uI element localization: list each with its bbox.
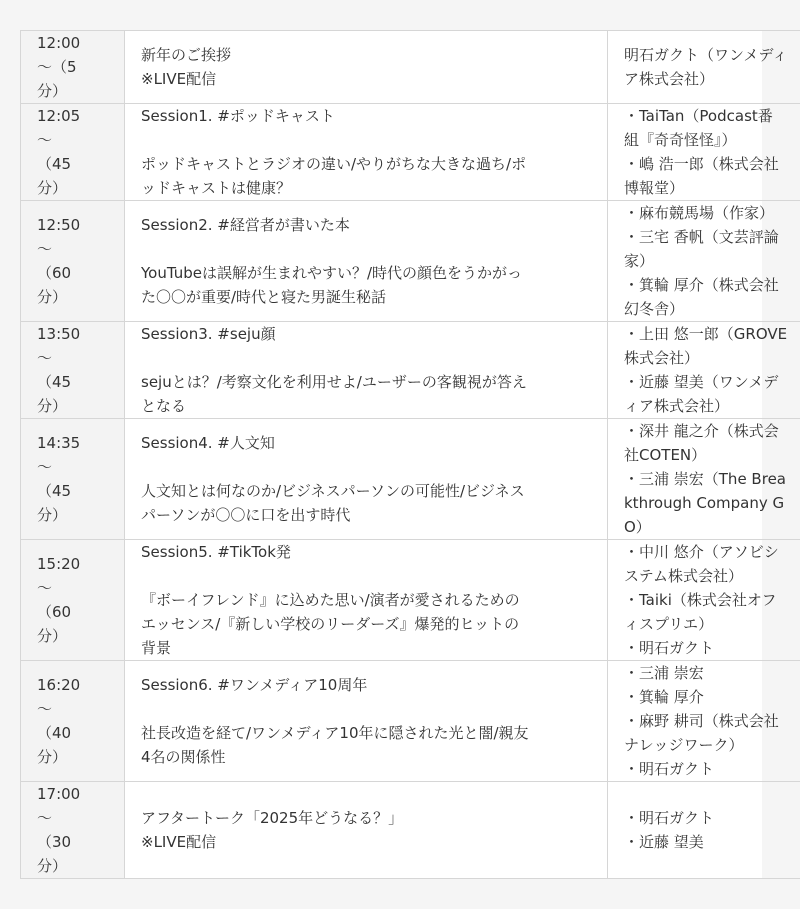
speakers-line: ・中川 悠介（アソビシ — [624, 543, 779, 561]
content-line: Session6. #ワンメディア10周年 — [141, 676, 368, 694]
speakers-line: ・Taiki（株式会社オフ — [624, 591, 777, 609]
content-line — [141, 564, 591, 588]
speakers-cell — [608, 104, 800, 201]
content-line: ※LIVE配信 — [141, 833, 217, 851]
content-line: 4名の関係性 — [141, 748, 226, 766]
speakers-line: 組『奇奇怪怪』） — [624, 131, 737, 149]
speakers-line: ・三宅 香帆（文芸評論 — [624, 228, 779, 246]
speakers-line: ・明石ガクト — [624, 639, 715, 657]
content-line: ポッドキャストとラジオの違い/やりがちな大きな過ち/ポ — [141, 155, 527, 173]
time-line: 12:05 — [37, 107, 81, 125]
time-line: （40 — [37, 724, 72, 742]
time-line: 分） — [37, 179, 68, 197]
time-cell — [21, 661, 125, 782]
time-line: 12:50 — [37, 216, 81, 234]
content-line: 新年のご挨拶 — [141, 46, 232, 64]
time-line: 分） — [37, 748, 68, 766]
speakers-cell — [608, 419, 800, 540]
speakers-line: ・近藤 望美 — [624, 833, 704, 851]
time-line: （45 — [37, 373, 72, 391]
content-cell — [125, 540, 608, 661]
time-cell — [21, 419, 125, 540]
schedule-container — [20, 30, 788, 879]
speakers-line: ・箕輪 厚介（株式会社 — [624, 276, 779, 294]
time-line: 分） — [37, 82, 68, 100]
content-line — [141, 128, 591, 152]
content-line: 『ボーイフレンド』に込めた思い/演者が愛されるための — [141, 591, 520, 609]
speakers-cell — [608, 322, 800, 419]
time-line: 15:20 — [37, 555, 81, 573]
time-line: （60 — [37, 603, 72, 621]
content-line: た〇〇が重要/時代と寝た男誕生秘話 — [141, 288, 387, 306]
time-line: 〜（5 — [37, 58, 77, 76]
speakers-line: ・TaiTan（Podcast番 — [624, 107, 773, 125]
time-cell — [21, 201, 125, 322]
time-line: 17:00 — [37, 785, 81, 803]
schedule-row — [21, 104, 800, 201]
schedule-table-body — [21, 31, 800, 879]
content-line: エッセンス/『新しい学校のリーダーズ』爆発的ヒットの — [141, 615, 520, 633]
time-line: 12:00 — [37, 34, 81, 52]
speakers-line: kthrough Company G — [624, 494, 785, 512]
content-line: 背景 — [141, 639, 172, 657]
speakers-line: ・麻野 耕司（株式会社 — [624, 712, 779, 730]
schedule-row — [21, 31, 800, 104]
speakers-line: 社COTEN） — [624, 446, 707, 464]
time-line: 〜 — [37, 240, 53, 258]
time-cell — [21, 322, 125, 419]
content-line — [141, 697, 591, 721]
speakers-line: ィスプリエ） — [624, 615, 714, 633]
speakers-line: ステム株式会社） — [624, 567, 743, 585]
schedule-row — [21, 201, 800, 322]
time-line: 〜 — [37, 579, 53, 597]
speakers-line: ィア株式会社） — [624, 397, 730, 415]
time-line: 〜 — [37, 809, 53, 827]
schedule-row — [21, 661, 800, 782]
speakers-line: 明石ガクト（ワンメディ — [624, 46, 788, 64]
time-cell — [21, 540, 125, 661]
content-cell — [125, 661, 608, 782]
time-cell — [21, 782, 125, 879]
content-cell — [125, 419, 608, 540]
time-cell — [21, 104, 125, 201]
content-cell — [125, 322, 608, 419]
schedule-row — [21, 419, 800, 540]
content-cell — [125, 201, 608, 322]
speakers-line: ・近藤 望美（ワンメデ — [624, 373, 779, 391]
content-line: パーソンが〇〇に口を出す時代 — [141, 506, 351, 524]
time-line: （45 — [37, 482, 72, 500]
content-line: 社長改造を経て/ワンメディア10年に隠された光と闇/親友 — [141, 724, 529, 742]
speakers-line: ・明石ガクト — [624, 760, 715, 778]
schedule-row — [21, 322, 800, 419]
speakers-line: ア株式会社） — [624, 70, 715, 88]
time-line: 13:50 — [37, 325, 81, 343]
speakers-line: 家） — [624, 252, 655, 270]
time-line: 16:20 — [37, 676, 81, 694]
content-line: Session5. #TikTok発 — [141, 543, 291, 561]
speakers-line: ナレッジワーク） — [624, 736, 744, 754]
time-line: 〜 — [37, 349, 53, 367]
time-line: 分） — [37, 397, 68, 415]
content-line: ッドキャストは健康？ — [141, 179, 292, 197]
speakers-cell — [608, 782, 800, 879]
time-line: （45 — [37, 155, 72, 173]
speakers-line: ・三浦 崇宏 — [624, 664, 704, 682]
schedule-row — [21, 782, 800, 879]
content-line: YouTubeは誤解が生まれやすい？/時代の顔色をうかがっ — [141, 264, 523, 282]
content-line: Session4. #人文知 — [141, 434, 275, 452]
speakers-line: 株式会社） — [624, 349, 700, 367]
time-cell — [21, 31, 125, 104]
speakers-cell — [608, 540, 800, 661]
content-line: となる — [141, 397, 187, 415]
speakers-line: 幻冬舎） — [624, 300, 685, 318]
time-line: 分） — [37, 506, 68, 524]
time-line: 分） — [37, 857, 68, 875]
content-line — [141, 237, 591, 261]
content-cell — [125, 104, 608, 201]
time-line: 〜 — [37, 131, 53, 149]
speakers-line: ・三浦 崇宏（The Brea — [624, 470, 786, 488]
speakers-cell — [608, 201, 800, 322]
time-line: 14:35 — [37, 434, 81, 452]
speakers-line: ・麻布競馬場（作家） — [624, 204, 775, 222]
content-line — [141, 455, 591, 479]
content-line: Session1. #ポッドキャスト — [141, 107, 335, 125]
content-cell — [125, 31, 608, 104]
content-cell — [125, 782, 608, 879]
time-line: 分） — [37, 288, 68, 306]
speakers-line: 博報堂） — [624, 179, 685, 197]
speakers-line: ・深井 龍之介（株式会 — [624, 422, 779, 440]
content-line: Session2. #経営者が書いた本 — [141, 216, 350, 234]
content-line: Session3. #seju顔 — [141, 325, 276, 343]
schedule-table — [20, 30, 800, 879]
content-line: アフタートーク「2025年どうなる？」 — [141, 809, 404, 827]
content-line: sejuとは？/考察文化を利用せよ/ユーザーの客観視が答え — [141, 373, 527, 391]
content-line: 人文知とは何なのか/ビジネスパーソンの可能性/ビジネス — [141, 482, 525, 500]
time-line: 分） — [37, 627, 68, 645]
content-line — [141, 346, 591, 370]
time-line: （30 — [37, 833, 72, 851]
speakers-line: ・明石ガクト — [624, 809, 715, 827]
speakers-line: ・嶋 浩一郎（株式会社 — [624, 155, 779, 173]
speakers-cell — [608, 661, 800, 782]
time-line: （60 — [37, 264, 72, 282]
speakers-cell — [608, 31, 800, 104]
speakers-line: O） — [624, 518, 651, 536]
speakers-line: ・箕輪 厚介 — [624, 688, 704, 706]
time-line: 〜 — [37, 700, 53, 718]
time-line: 〜 — [37, 458, 53, 476]
schedule-row — [21, 540, 800, 661]
content-line: ※LIVE配信 — [141, 70, 217, 88]
speakers-line: ・上田 悠一郎（GROVE — [624, 325, 788, 343]
